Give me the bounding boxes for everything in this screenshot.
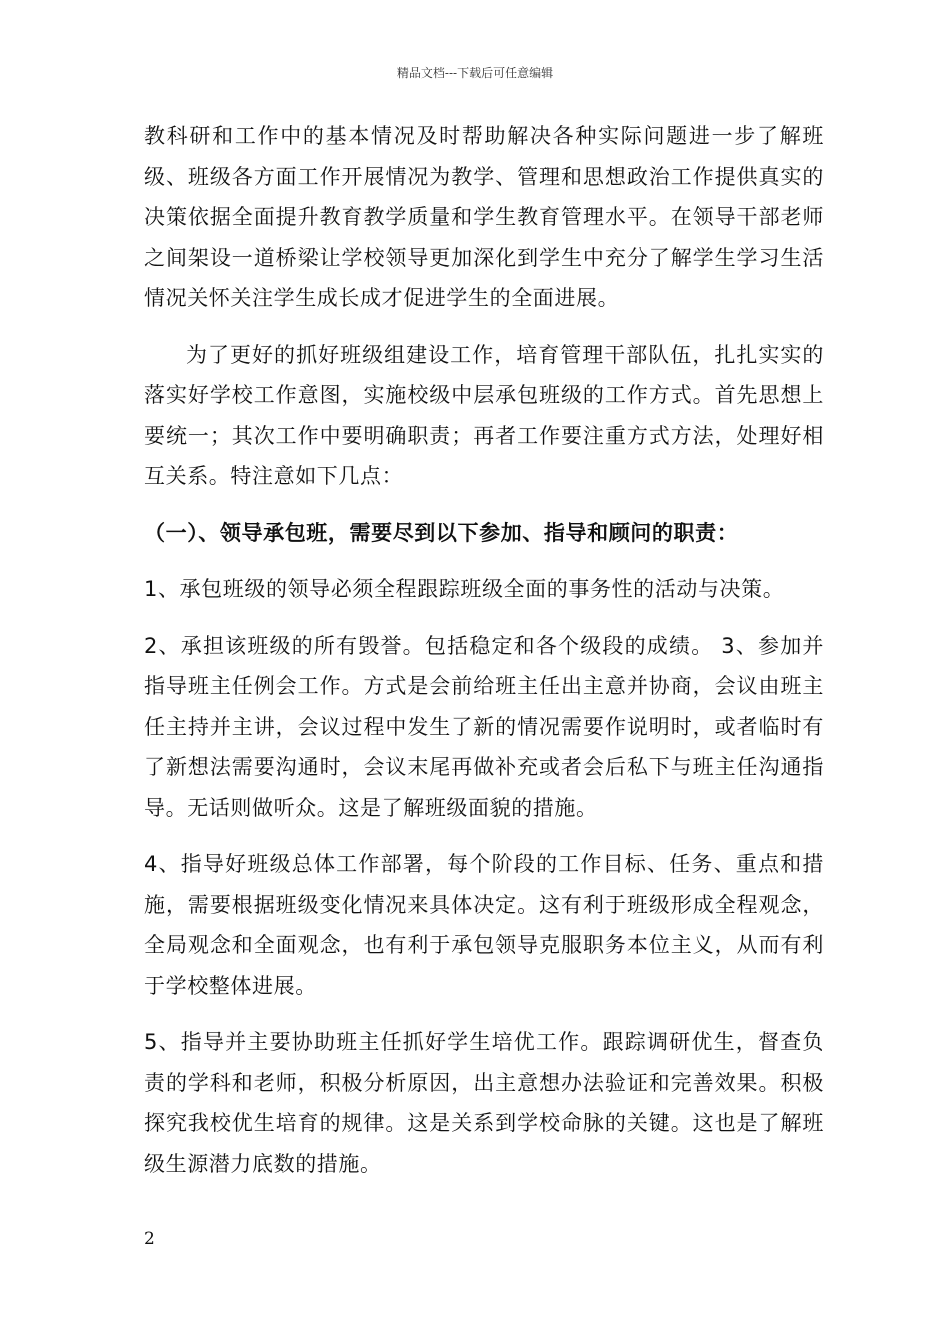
page-header: 精品文档---下载后可任意编辑 (396, 66, 554, 80)
list-item-5: 5、指导并主要协助班主任抓好学生培优工作。跟踪调研优生，督查负责的学科和老师，积极分析原因，出主意想办法验证和完善效果。积极探究我校优生培育的规律。这是关系到学校命脉的关键。这也是了解班级生源潜力底数的措施。 (144, 1030, 824, 1176)
section-heading: （一）、领导承包班，需要尽到以下参加、指导和顾问的职责： (144, 520, 739, 545)
page-number: 2 (144, 1229, 155, 1249)
paragraph-intro: 教科研和工作中的基本情况及时帮助解决各种实际问题进一步了解班级、班级各方面工作开展情况为教学、管理和思想政治工作提供真实的决策依据全面提升教育教学质量和学生教育管理水平。在领导干部老师之间架设一道桥梁让学校领导更加深化到学生中充分了解学生学习生活情况关怀关注学生成长成才促进学生的全面进展。 (144, 124, 824, 310)
list-item-4: 4、指导好班级总体工作部署，每个阶段的工作目标、任务、重点和措施，需要根据班级变化情况来具体决定。这有利于班级形成全程观念，全局观念和全面观念，也有利于承包领导克服职务本位主义，从而有利于学校整体进展。 (144, 852, 824, 998)
document-body (144, 116, 824, 1184)
list-item-1: 1、承包班级的领导必须全程跟踪班级全面的事务性的活动与决策。 (144, 577, 785, 601)
list-item-2-3: 2、承担该班级的所有毁誉。包括稳定和各个级段的成绩。 3、参加并指导班主任例会工作。方式是会前给班主任出主意并协商，会议由班主任主持并主讲，会议过程中发生了新的情况需要作说明时，或者临时有了新想法需要沟通时，会议末尾再做补充或者会后私下与班主任沟通指导。无话则做听众。这是了解班级面貌的措施。 (144, 633, 824, 820)
paragraph-purpose: 为了更好的抓好班级组建设工作，培育管理干部队伍，扎扎实实的落实好学校工作意图，实施校级中层承包班级的工作方式。首先思想上要统一；其次工作中要明确职责；再者工作要注重方式方法，处理好相互关系。特注意如下几点： (144, 342, 824, 488)
